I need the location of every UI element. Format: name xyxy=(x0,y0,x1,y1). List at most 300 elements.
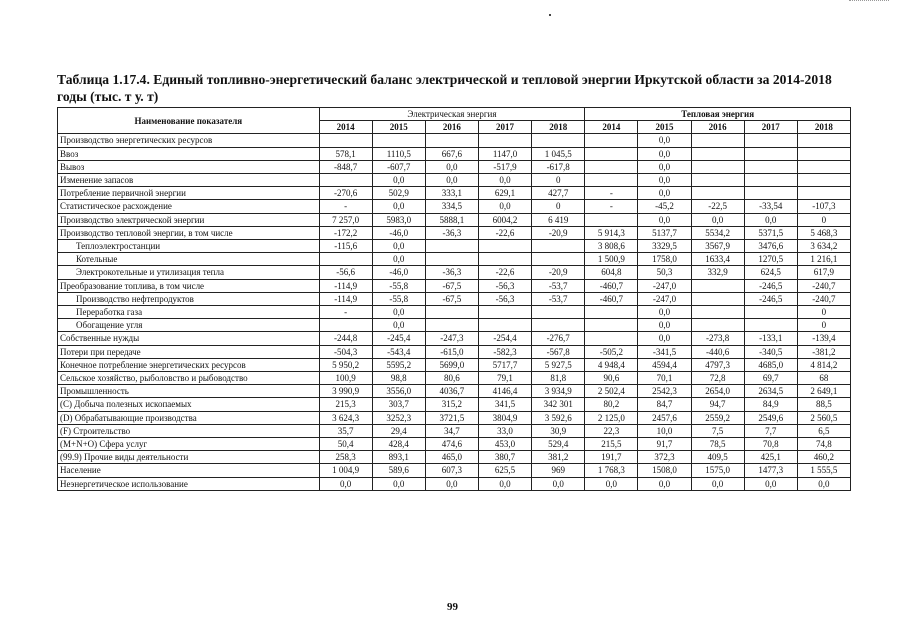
cell-heat xyxy=(691,160,744,173)
cell-heat: -139,4 xyxy=(797,332,850,345)
table-row xyxy=(58,213,851,226)
cell-heat xyxy=(691,134,744,147)
cell-electric: 381,2 xyxy=(532,451,585,464)
cell-electric xyxy=(478,306,531,319)
table-row xyxy=(58,451,851,464)
cell-electric: -247,3 xyxy=(425,332,478,345)
table-row xyxy=(58,464,851,477)
cell-electric: 315,2 xyxy=(425,398,478,411)
header-indicator-name: Наименование показателя xyxy=(58,108,320,134)
cell-electric: 380,7 xyxy=(478,451,531,464)
cell-heat: 2 125,0 xyxy=(585,411,638,424)
table-row xyxy=(58,134,851,147)
cell-heat: 78,5 xyxy=(691,438,744,451)
table-row xyxy=(58,345,851,358)
cell-heat: 1758,0 xyxy=(638,253,691,266)
cell-electric: 3 624,3 xyxy=(319,411,372,424)
cell-heat: -33,54 xyxy=(744,200,797,213)
cell-heat xyxy=(585,306,638,319)
row-label: Потребление первичной энергии xyxy=(58,187,320,200)
cell-electric: 98,8 xyxy=(372,372,425,385)
cell-electric: 5 950,2 xyxy=(319,358,372,371)
cell-electric xyxy=(532,253,585,266)
cell-electric xyxy=(425,134,478,147)
row-label: Неэнергетическое использование xyxy=(58,477,320,490)
cell-electric xyxy=(372,134,425,147)
cell-heat: 372,3 xyxy=(638,451,691,464)
cell-electric: 35,7 xyxy=(319,424,372,437)
cell-heat xyxy=(585,160,638,173)
cell-heat xyxy=(797,160,850,173)
cell-electric: 5983,0 xyxy=(372,213,425,226)
cell-electric: -55,8 xyxy=(372,279,425,292)
cell-heat: 72,8 xyxy=(691,372,744,385)
cell-heat: 2 560,5 xyxy=(797,411,850,424)
cell-electric: 6 419 xyxy=(532,213,585,226)
cell-heat: 0,0 xyxy=(744,213,797,226)
cell-heat: 0,0 xyxy=(585,477,638,490)
cell-heat: 3476,6 xyxy=(744,240,797,253)
cell-heat xyxy=(585,332,638,345)
cell-electric: 474,6 xyxy=(425,438,478,451)
cell-heat: 0,0 xyxy=(638,174,691,187)
cell-heat: 1 768,3 xyxy=(585,464,638,477)
cell-heat: 2 502,4 xyxy=(585,385,638,398)
cell-electric: 5595,2 xyxy=(372,358,425,371)
cell-heat: 2634,5 xyxy=(744,385,797,398)
cell-electric: -36,3 xyxy=(425,226,478,239)
cell-heat: 0 xyxy=(797,306,850,319)
table-row xyxy=(58,358,851,371)
page-number: 99 xyxy=(447,601,458,613)
cell-heat: 0,0 xyxy=(691,477,744,490)
cell-heat: 70,1 xyxy=(638,372,691,385)
cell-electric xyxy=(532,134,585,147)
cell-electric: -53,7 xyxy=(532,292,585,305)
cell-heat: -246,5 xyxy=(744,292,797,305)
row-label: Теплоэлектростанции xyxy=(58,240,320,253)
cell-electric: 0,0 xyxy=(372,200,425,213)
cell-heat: 22,3 xyxy=(585,424,638,437)
cell-heat: 4 814,2 xyxy=(797,358,850,371)
table-row xyxy=(58,477,851,490)
cell-electric: 607,3 xyxy=(425,464,478,477)
cell-electric: 667,6 xyxy=(425,147,478,160)
cell-heat: 1477,3 xyxy=(744,464,797,477)
header-group-electric: Электрическая энергия xyxy=(319,108,585,121)
cell-electric: 0,0 xyxy=(425,160,478,173)
table-row xyxy=(58,200,851,213)
cell-electric: 100,9 xyxy=(319,372,372,385)
cell-electric xyxy=(532,319,585,332)
cell-heat: 4797,3 xyxy=(691,358,744,371)
row-label: Производство энергетических ресурсов xyxy=(58,134,320,147)
row-label: (D) Обрабатывающие производства xyxy=(58,411,320,424)
cell-electric: -114,9 xyxy=(319,279,372,292)
cell-heat: 0,0 xyxy=(744,477,797,490)
cell-heat xyxy=(585,147,638,160)
cell-electric: -22,6 xyxy=(478,266,531,279)
cell-heat: 5 468,3 xyxy=(797,226,850,239)
cell-electric: 0 xyxy=(532,200,585,213)
cell-heat: - xyxy=(585,187,638,200)
cell-electric: 0 xyxy=(532,174,585,187)
table-row xyxy=(58,147,851,160)
cell-electric: -617,8 xyxy=(532,160,585,173)
table-row xyxy=(58,424,851,437)
cell-heat xyxy=(797,134,850,147)
cell-heat: 215,5 xyxy=(585,438,638,451)
cell-heat: 1 555,5 xyxy=(797,464,850,477)
cell-heat: 88,5 xyxy=(797,398,850,411)
cell-electric: -270,6 xyxy=(319,187,372,200)
cell-electric: 3721,5 xyxy=(425,411,478,424)
cell-electric: 3 990,9 xyxy=(319,385,372,398)
row-label: Котельные xyxy=(58,253,320,266)
cell-electric: 5699,0 xyxy=(425,358,478,371)
row-label: Ввоз xyxy=(58,147,320,160)
header-year-el: 2018 xyxy=(532,121,585,134)
cell-electric: -607,7 xyxy=(372,160,425,173)
cell-electric xyxy=(425,240,478,253)
cell-heat xyxy=(744,319,797,332)
cell-electric: -46,0 xyxy=(372,266,425,279)
cell-electric: 529,4 xyxy=(532,438,585,451)
cell-electric: -56,3 xyxy=(478,292,531,305)
table-row xyxy=(58,306,851,319)
cell-electric xyxy=(319,174,372,187)
cell-heat: 91,7 xyxy=(638,438,691,451)
cell-heat: 5534,2 xyxy=(691,226,744,239)
cell-heat xyxy=(744,174,797,187)
cell-electric: 3804,9 xyxy=(478,411,531,424)
cell-heat: 3 634,2 xyxy=(797,240,850,253)
cell-electric: 0,0 xyxy=(425,477,478,490)
cell-heat: 5137,7 xyxy=(638,226,691,239)
cell-electric: 3 592,6 xyxy=(532,411,585,424)
header-year-heat: 2015 xyxy=(638,121,691,134)
cell-electric xyxy=(532,306,585,319)
cell-heat: -133,1 xyxy=(744,332,797,345)
cell-electric: 30,9 xyxy=(532,424,585,437)
cell-heat: 90,6 xyxy=(585,372,638,385)
row-label: (F) Строительство xyxy=(58,424,320,437)
cell-heat: 1508,0 xyxy=(638,464,691,477)
cell-electric: -53,7 xyxy=(532,279,585,292)
cell-heat: -247,0 xyxy=(638,292,691,305)
cell-heat: 0,0 xyxy=(638,319,691,332)
cell-heat: 0,0 xyxy=(638,213,691,226)
cell-electric: 0,0 xyxy=(478,174,531,187)
header-year-heat: 2018 xyxy=(797,121,850,134)
cell-heat: 5371,5 xyxy=(744,226,797,239)
row-label: (99.9) Прочие виды деятельности xyxy=(58,451,320,464)
cell-electric: -567,8 xyxy=(532,345,585,358)
cell-electric: 3252,3 xyxy=(372,411,425,424)
cell-electric: -244,8 xyxy=(319,332,372,345)
cell-electric: -245,4 xyxy=(372,332,425,345)
cell-electric: 0,0 xyxy=(372,240,425,253)
cell-heat: 0,0 xyxy=(638,306,691,319)
cell-heat: 84,9 xyxy=(744,398,797,411)
cell-heat: 1 216,1 xyxy=(797,253,850,266)
cell-electric xyxy=(425,319,478,332)
cell-electric: 428,4 xyxy=(372,438,425,451)
cell-heat: 0,0 xyxy=(638,134,691,147)
cell-heat: 5 914,3 xyxy=(585,226,638,239)
cell-heat: 2559,2 xyxy=(691,411,744,424)
cell-electric: 215,3 xyxy=(319,398,372,411)
energy-balance-table xyxy=(57,107,851,491)
cell-heat: 74,8 xyxy=(797,438,850,451)
cell-electric: -36,3 xyxy=(425,266,478,279)
header-year-heat: 2017 xyxy=(744,121,797,134)
cell-heat: -107,3 xyxy=(797,200,850,213)
cell-electric: -55,8 xyxy=(372,292,425,305)
cell-heat: 7,7 xyxy=(744,424,797,437)
cell-heat: 80,2 xyxy=(585,398,638,411)
cell-electric: 0,0 xyxy=(372,306,425,319)
cell-electric: 303,7 xyxy=(372,398,425,411)
cell-electric: 0,0 xyxy=(478,200,531,213)
cell-electric: -20,9 xyxy=(532,266,585,279)
scan-edge-mark xyxy=(849,0,889,2)
table-row xyxy=(58,372,851,385)
header-row-groups xyxy=(58,108,851,121)
header-year-heat: 2014 xyxy=(585,121,638,134)
cell-electric xyxy=(478,253,531,266)
cell-heat: 409,5 xyxy=(691,451,744,464)
cell-heat: -247,0 xyxy=(638,279,691,292)
cell-heat: 10,0 xyxy=(638,424,691,437)
cell-heat: 0,0 xyxy=(638,147,691,160)
cell-heat: 460,2 xyxy=(797,451,850,464)
cell-heat xyxy=(585,134,638,147)
cell-heat xyxy=(585,319,638,332)
cell-heat: 624,5 xyxy=(744,266,797,279)
cell-heat xyxy=(691,147,744,160)
cell-electric: 1 004,9 xyxy=(319,464,372,477)
cell-electric: 4036,7 xyxy=(425,385,478,398)
cell-electric: 0,0 xyxy=(372,253,425,266)
header-year-el: 2017 xyxy=(478,121,531,134)
table-row xyxy=(58,411,851,424)
table-row xyxy=(58,279,851,292)
cell-electric: -543,4 xyxy=(372,345,425,358)
cell-electric: 629,1 xyxy=(478,187,531,200)
cell-electric: -46,0 xyxy=(372,226,425,239)
cell-electric: 589,6 xyxy=(372,464,425,477)
cell-electric: 81,8 xyxy=(532,372,585,385)
cell-heat xyxy=(691,319,744,332)
row-label: Статистическое расхождение xyxy=(58,200,320,213)
cell-heat: 2457,6 xyxy=(638,411,691,424)
cell-electric: - xyxy=(319,200,372,213)
table-row xyxy=(58,174,851,187)
row-label: Сельское хозяйство, рыболовство и рыбоводство xyxy=(58,372,320,385)
cell-electric xyxy=(478,134,531,147)
cell-heat: 332,9 xyxy=(691,266,744,279)
cell-electric: 5888,1 xyxy=(425,213,478,226)
cell-heat: 2654,0 xyxy=(691,385,744,398)
cell-electric xyxy=(425,306,478,319)
cell-heat: 1270,5 xyxy=(744,253,797,266)
cell-electric: 5717,7 xyxy=(478,358,531,371)
cell-electric xyxy=(319,319,372,332)
cell-heat: 2549,6 xyxy=(744,411,797,424)
row-label: Обогащение угля xyxy=(58,319,320,332)
table-row xyxy=(58,187,851,200)
cell-heat: 3 808,6 xyxy=(585,240,638,253)
cell-electric: 80,6 xyxy=(425,372,478,385)
table-row xyxy=(58,292,851,305)
cell-electric: -20,9 xyxy=(532,226,585,239)
cell-electric xyxy=(478,240,531,253)
cell-electric: 502,9 xyxy=(372,187,425,200)
cell-heat: 7,5 xyxy=(691,424,744,437)
row-label: Изменение запасов xyxy=(58,174,320,187)
cell-heat: -45,2 xyxy=(638,200,691,213)
table-row xyxy=(58,226,851,239)
cell-heat: 0,0 xyxy=(691,213,744,226)
cell-heat xyxy=(744,134,797,147)
cell-heat: 4594,4 xyxy=(638,358,691,371)
row-label: Промышленность xyxy=(58,385,320,398)
cell-electric: -56,3 xyxy=(478,279,531,292)
cell-heat: 70,8 xyxy=(744,438,797,451)
cell-electric: 893,1 xyxy=(372,451,425,464)
cell-heat: 604,8 xyxy=(585,266,638,279)
cell-electric: -172,2 xyxy=(319,226,372,239)
cell-electric xyxy=(532,240,585,253)
cell-electric: -67,5 xyxy=(425,279,478,292)
cell-electric: -504,3 xyxy=(319,345,372,358)
cell-heat: 0,0 xyxy=(638,187,691,200)
cell-heat: -246,5 xyxy=(744,279,797,292)
row-label: Переработка газа xyxy=(58,306,320,319)
cell-heat: 1575,0 xyxy=(691,464,744,477)
cell-electric: -517,9 xyxy=(478,160,531,173)
cell-heat: 69,7 xyxy=(744,372,797,385)
cell-heat: -440,6 xyxy=(691,345,744,358)
cell-electric: 34,7 xyxy=(425,424,478,437)
cell-heat: 617,9 xyxy=(797,266,850,279)
cell-heat: -341,5 xyxy=(638,345,691,358)
cell-heat: 4 948,4 xyxy=(585,358,638,371)
cell-electric: 969 xyxy=(532,464,585,477)
cell-heat xyxy=(691,187,744,200)
cell-electric: -582,3 xyxy=(478,345,531,358)
cell-electric: 33,0 xyxy=(478,424,531,437)
cell-electric: 427,7 xyxy=(532,187,585,200)
cell-heat: -22,5 xyxy=(691,200,744,213)
cell-electric: 625,5 xyxy=(478,464,531,477)
row-label: Потери при передаче xyxy=(58,345,320,358)
table-row xyxy=(58,438,851,451)
cell-heat: -340,5 xyxy=(744,345,797,358)
cell-electric: 1110,5 xyxy=(372,147,425,160)
cell-electric: -276,7 xyxy=(532,332,585,345)
cell-heat xyxy=(744,160,797,173)
row-label: (M+N+O) Сфера услуг xyxy=(58,438,320,451)
cell-electric: -67,5 xyxy=(425,292,478,305)
cell-heat: 0 xyxy=(797,213,850,226)
cell-heat: 3329,5 xyxy=(638,240,691,253)
cell-heat: - xyxy=(585,200,638,213)
cell-heat xyxy=(691,279,744,292)
header-year-heat: 2016 xyxy=(691,121,744,134)
cell-heat xyxy=(797,187,850,200)
row-label: Население xyxy=(58,464,320,477)
cell-electric: 578,1 xyxy=(319,147,372,160)
cell-heat xyxy=(744,147,797,160)
cell-heat: -273,8 xyxy=(691,332,744,345)
cell-electric: 342 301 xyxy=(532,398,585,411)
cell-electric: 6004,2 xyxy=(478,213,531,226)
row-label: Производство нефтепродуктов xyxy=(58,292,320,305)
cell-electric: -22,6 xyxy=(478,226,531,239)
cell-heat: 4685,0 xyxy=(744,358,797,371)
cell-electric: 1147,0 xyxy=(478,147,531,160)
cell-electric: - xyxy=(319,306,372,319)
cell-electric: 341,5 xyxy=(478,398,531,411)
cell-heat: 68 xyxy=(797,372,850,385)
cell-electric: -615,0 xyxy=(425,345,478,358)
header-group-heat: Тепловая энергия xyxy=(585,108,851,121)
scan-speck xyxy=(549,14,551,16)
cell-heat: 0,0 xyxy=(638,332,691,345)
cell-electric: -254,4 xyxy=(478,332,531,345)
cell-heat: -505,2 xyxy=(585,345,638,358)
cell-heat: 1633,4 xyxy=(691,253,744,266)
table-body xyxy=(58,134,851,490)
cell-heat xyxy=(585,213,638,226)
cell-heat xyxy=(691,306,744,319)
cell-electric: 29,4 xyxy=(372,424,425,437)
cell-heat xyxy=(585,174,638,187)
cell-heat: -460,7 xyxy=(585,279,638,292)
cell-electric: 0,0 xyxy=(425,174,478,187)
row-label: Электрокотельные и утилизация тепла xyxy=(58,266,320,279)
cell-electric: -56,6 xyxy=(319,266,372,279)
cell-electric: 3 934,9 xyxy=(532,385,585,398)
table-row xyxy=(58,266,851,279)
cell-electric: 5 927,5 xyxy=(532,358,585,371)
cell-heat: -460,7 xyxy=(585,292,638,305)
table-row xyxy=(58,160,851,173)
cell-heat: 2542,3 xyxy=(638,385,691,398)
cell-heat xyxy=(797,147,850,160)
cell-heat: -381,2 xyxy=(797,345,850,358)
cell-electric: 1 045,5 xyxy=(532,147,585,160)
table-row xyxy=(58,319,851,332)
header-year-el: 2016 xyxy=(425,121,478,134)
row-label: Преобразование топлива, в том числе xyxy=(58,279,320,292)
cell-heat: -240,7 xyxy=(797,292,850,305)
cell-heat: 0,0 xyxy=(638,477,691,490)
table-row xyxy=(58,385,851,398)
cell-electric: 0,0 xyxy=(319,477,372,490)
cell-heat xyxy=(744,306,797,319)
cell-heat: 425,1 xyxy=(744,451,797,464)
cell-heat: 50,3 xyxy=(638,266,691,279)
table-row xyxy=(58,398,851,411)
cell-electric: 3556,0 xyxy=(372,385,425,398)
header-year-el: 2014 xyxy=(319,121,372,134)
cell-heat: 94,7 xyxy=(691,398,744,411)
table-row xyxy=(58,240,851,253)
cell-heat: 2 649,1 xyxy=(797,385,850,398)
